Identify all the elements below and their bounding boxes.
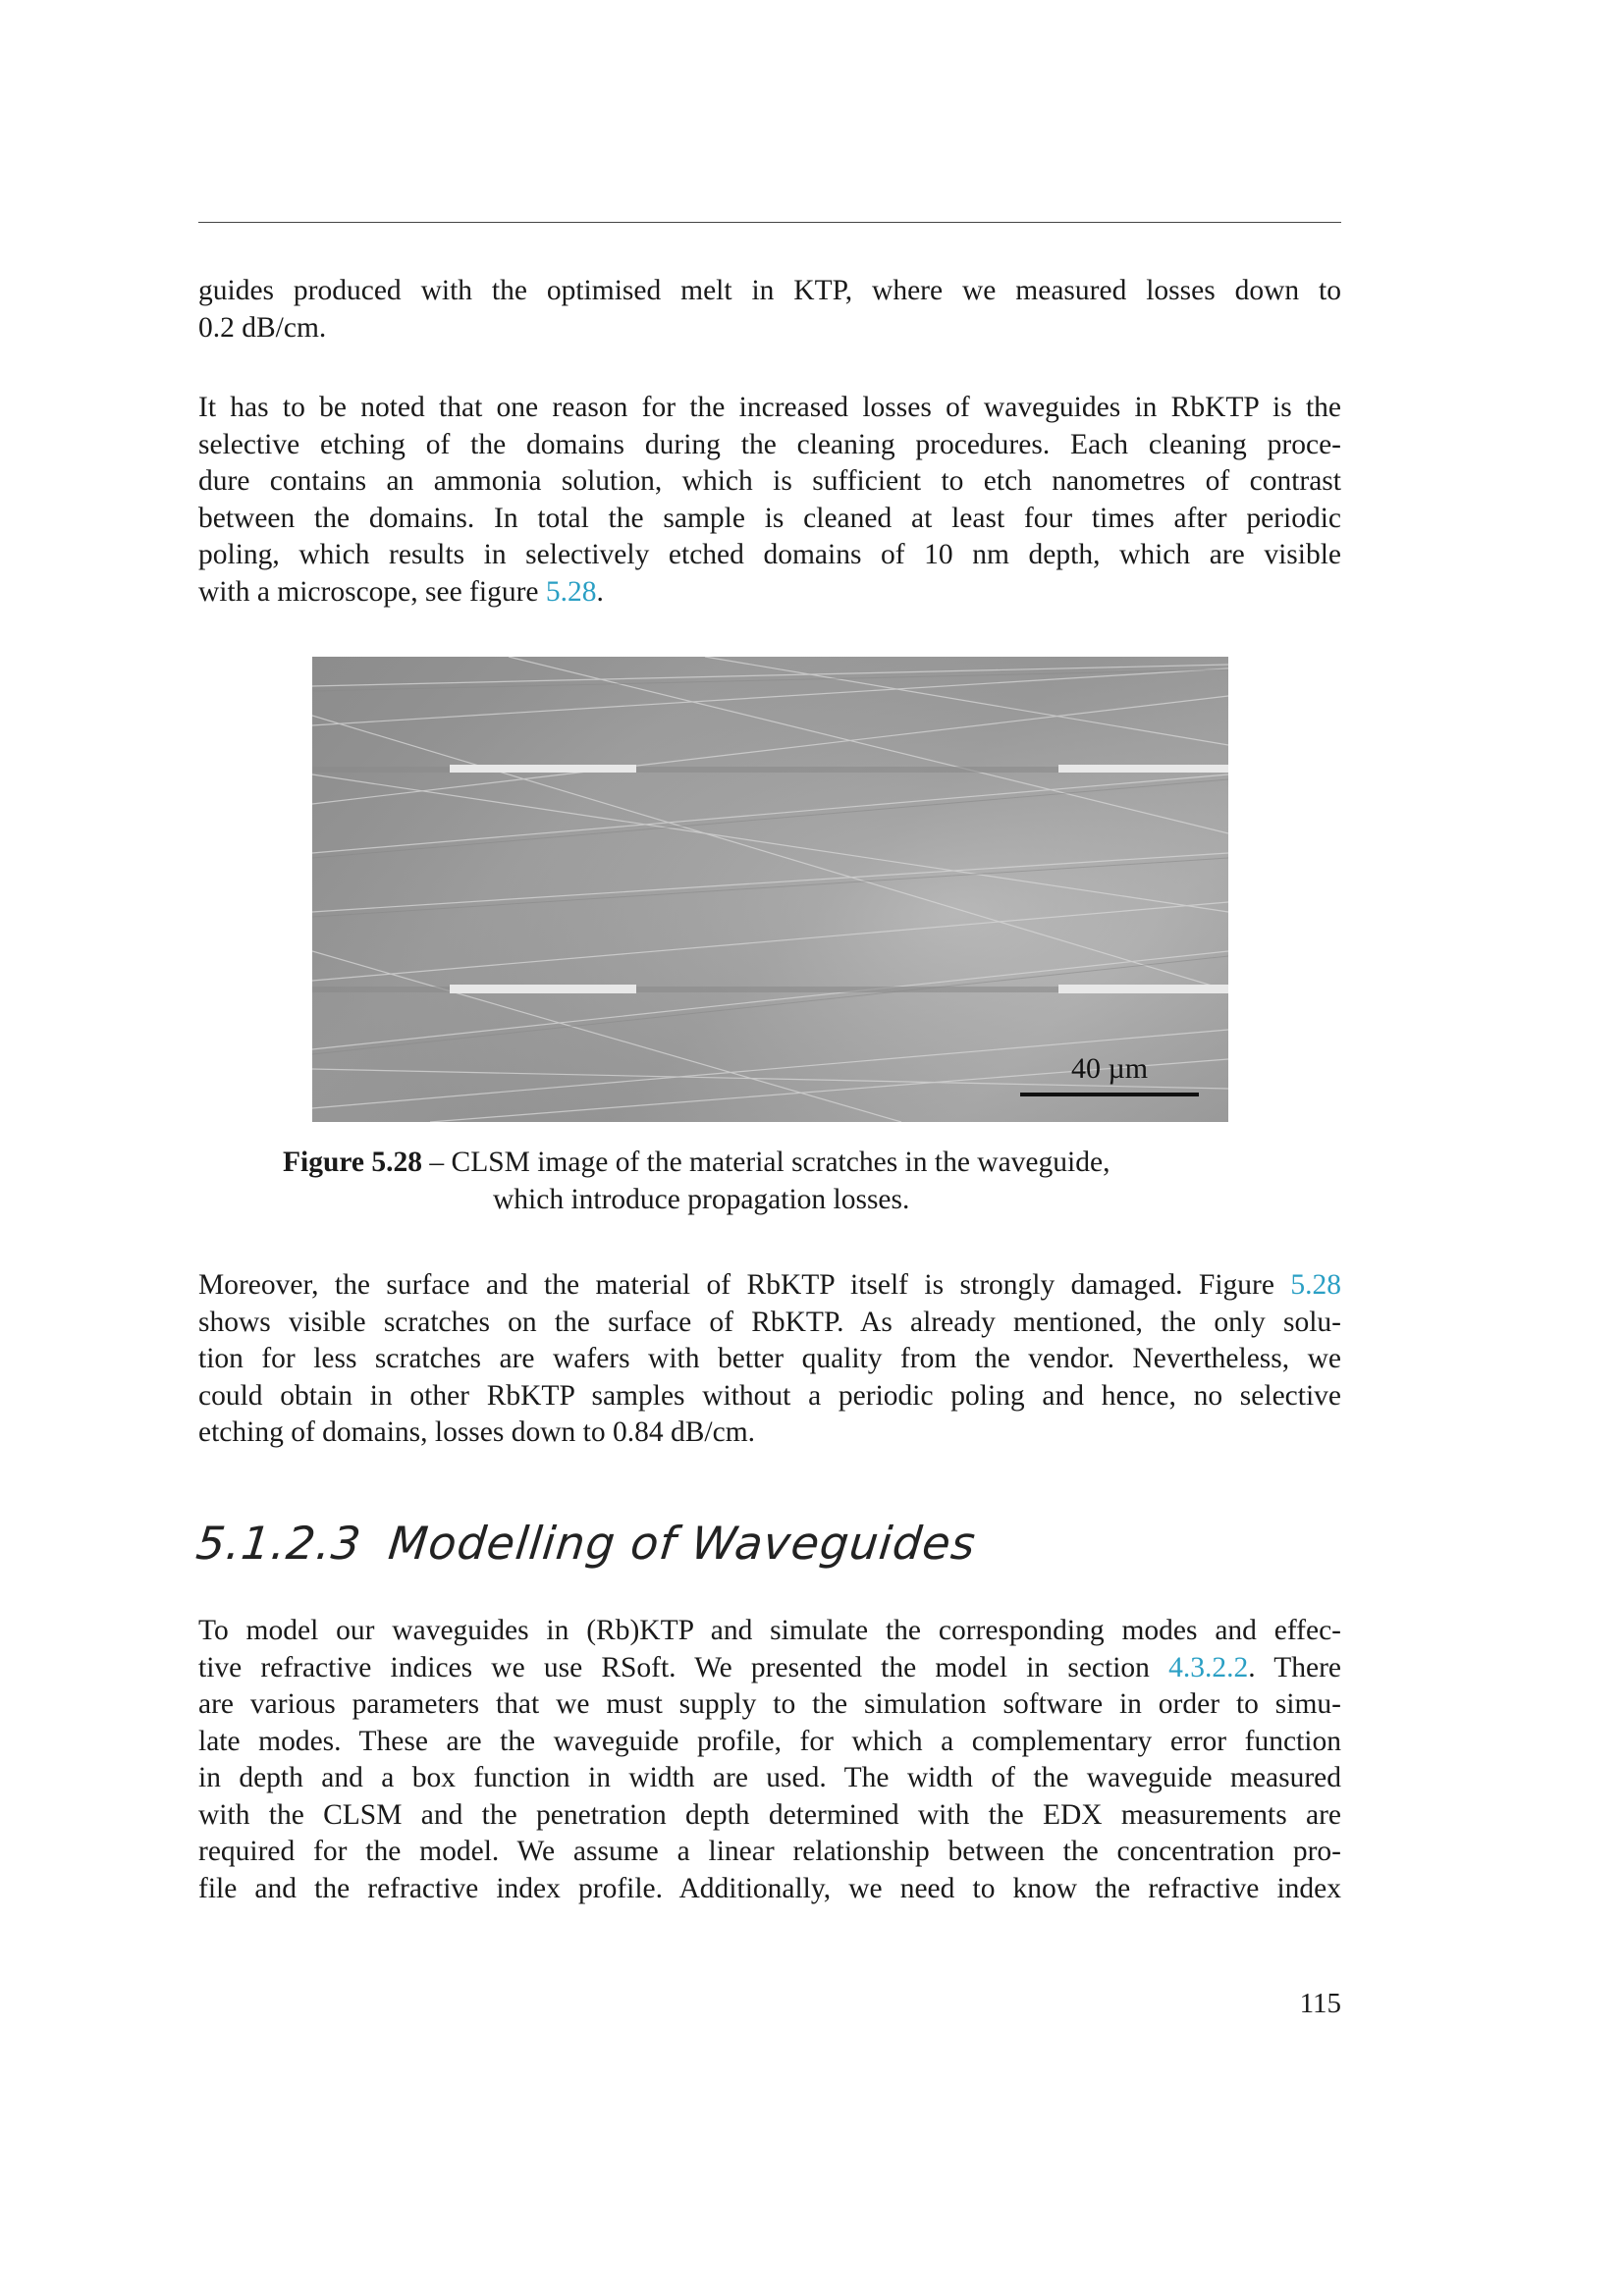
text-line: To model our waveguides in (Rb)KTP and simulate the corresponding modes and effec- <box>198 1615 1341 1646</box>
text-segment: tive refractive indices we use RSoft. We presented the model in section <box>198 1651 1169 1683</box>
section-reference-link[interactable]: 4.3.2.2 <box>1168 1651 1249 1683</box>
text-line: It has to be noted that one reason for the increased losses of waveguides in RbKTP is the <box>198 392 1341 423</box>
section-title: Modelling of Waveguides <box>386 1517 979 1570</box>
paragraph-4 <box>198 1613 1341 1907</box>
text-line: tion for less scratches are wafers with better quality from the vendor. Nevertheless, we <box>198 1343 1341 1374</box>
caption-text: – CLSM image of the material scratches in the waveguide, <box>422 1147 1110 1178</box>
text-line <box>198 574 1341 612</box>
text-line: in depth and a box function in width are used. The width of the waveguide measured <box>198 1762 1341 1793</box>
text-segment: with a microscope, see figure <box>198 575 546 608</box>
header-rule <box>198 222 1341 223</box>
section-heading <box>193 1517 979 1570</box>
text-line: shows visible scratches on the surface of RbKTP. As already mentioned, the only solu- <box>198 1306 1341 1338</box>
text-line: with the CLSM and the penetration depth determined with the EDX measurements are <box>198 1798 1341 1831</box>
text-line: late modes. These are the waveguide profile, for which a complementary error function <box>198 1725 1341 1757</box>
paragraph-2 <box>198 390 1341 611</box>
figure-reference-link[interactable]: 5.28 <box>545 575 597 608</box>
text-line: between the domains. In total the sample is cleaned at least four times after periodic <box>198 502 1341 534</box>
text-line: guides produced with the optimised melt in KTP, where we measured losses down to <box>198 275 1341 306</box>
text-line: poling, which results in selectively etched domains of 10 nm depth, which are visible <box>198 539 1341 570</box>
text-line: etching of domains, losses down to 0.84 dB/cm. <box>198 1416 756 1448</box>
scale-bar-label: 40 µm <box>1070 1052 1149 1085</box>
text-line <box>198 1267 1341 1305</box>
text-segment: . <box>596 575 604 608</box>
page-number: 115 <box>1299 1988 1341 2019</box>
paragraph-1 <box>198 273 1341 347</box>
section-number: 5.1.2.3 <box>193 1517 364 1570</box>
text-line <box>198 1650 1341 1687</box>
scale-bar <box>1020 1093 1199 1096</box>
paragraph-3 <box>198 1267 1341 1452</box>
text-line: dure contains an ammonia solution, which is sufficient to etch nanometres of contrast <box>198 465 1341 497</box>
text-line: are various parameters that we must supply to the simulation software in order to simu- <box>198 1688 1341 1720</box>
figure-label: Figure 5.28 <box>283 1147 423 1178</box>
text-line: could obtain in other RbKTP samples without a periodic poling and hence, no selective <box>198 1379 1341 1412</box>
text-segment: . There <box>1248 1651 1341 1683</box>
text-line: selective etching of the domains during the cleaning procedures. Each cleaning proce- <box>198 428 1341 460</box>
caption-text: which introduce propagation losses. <box>493 1183 910 1215</box>
text-segment: Moreover, the surface and the material of RbKTP itself is strongly damaged. Figure <box>198 1269 1291 1301</box>
figure-caption <box>283 1145 1265 1218</box>
text-line: required for the model. We assume a linear relationship between the concentration pro- <box>198 1836 1341 1867</box>
text-line: file and the refractive index profile. Additionally, we need to know the refractive index <box>198 1872 1341 1904</box>
figure-reference-link[interactable]: 5.28 <box>1290 1269 1341 1301</box>
text-line: 0.2 dB/cm. <box>198 311 327 344</box>
